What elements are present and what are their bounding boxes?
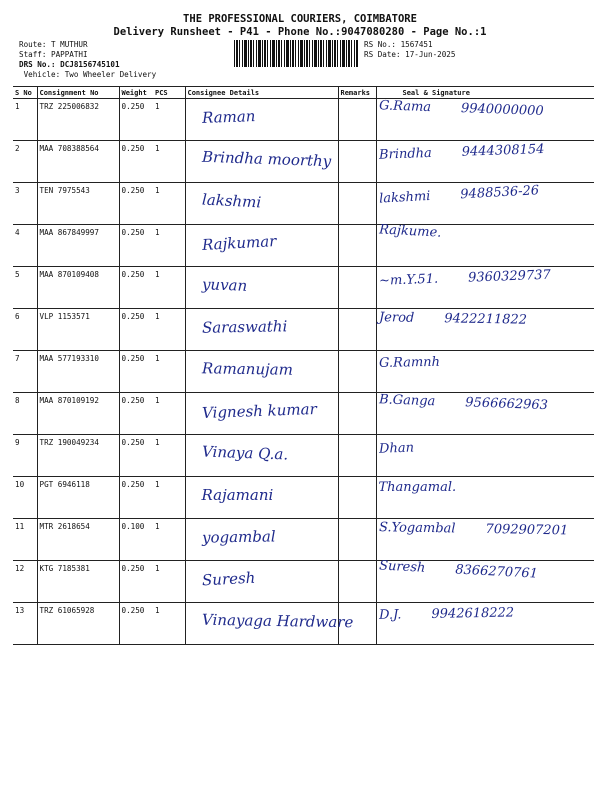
- row-signature: [376, 183, 594, 225]
- row-sno: 12: [13, 561, 37, 603]
- row-weight: 0.250: [119, 99, 153, 141]
- row-sno: 3: [13, 183, 37, 225]
- row-sno: 10: [13, 477, 37, 519]
- row-sno: 7: [13, 351, 37, 393]
- runsheet-subtitle: Delivery Runsheet - P41 - Phone No.:9047080280 - Page No.:1: [113, 26, 487, 38]
- signature-name: G.Rama: [378, 98, 431, 116]
- signature-phone: [443, 439, 444, 454]
- table-row: [13, 603, 594, 645]
- signature-name: S.Yogambal: [378, 520, 456, 537]
- signature-handwriting: [378, 604, 592, 623]
- row-pcs: 1: [153, 309, 185, 351]
- row-pcs: 1: [153, 351, 185, 393]
- row-sno: 11: [13, 519, 37, 561]
- row-weight: 0.250: [119, 309, 153, 351]
- row-remarks: [338, 393, 376, 435]
- col-header-signature: Seal & Signature: [376, 87, 594, 99]
- signature-handwriting: [378, 98, 592, 120]
- row-weight: 0.250: [119, 603, 153, 645]
- row-consignment-no: MAA 867849997: [37, 225, 119, 267]
- row-pcs: 1: [153, 561, 185, 603]
- col-header-weight: Weight: [119, 87, 153, 99]
- row-weight: 0.250: [119, 393, 153, 435]
- row-sno: 6: [13, 309, 37, 351]
- signature-name: G.Ramnh: [378, 354, 440, 371]
- row-consignee: [185, 309, 338, 351]
- signature-name: Jerod: [378, 310, 414, 326]
- signature-handwriting: [378, 180, 592, 206]
- table-row: [13, 561, 594, 603]
- row-pcs: 1: [153, 267, 185, 309]
- row-signature: [376, 267, 594, 309]
- col-header-sno: S No: [13, 87, 37, 99]
- row-weight: 0.250: [119, 267, 153, 309]
- row-sno: 5: [13, 267, 37, 309]
- row-pcs: 1: [153, 225, 185, 267]
- row-pcs: 1: [153, 519, 185, 561]
- row-weight: 0.250: [119, 183, 153, 225]
- row-remarks: [338, 519, 376, 561]
- signature-phone: 9566662963: [464, 395, 548, 414]
- row-consignment-no: MAA 870109408: [37, 267, 119, 309]
- row-consignment-no: MAA 708388564: [37, 141, 119, 183]
- consignee-handwriting: Suresh: [201, 568, 256, 590]
- signature-name: Rajkume.: [378, 222, 442, 241]
- row-pcs: 1: [153, 99, 185, 141]
- rs-no-line: RS No.: 1567451: [364, 40, 433, 49]
- signature-name: Suresh: [378, 558, 426, 576]
- col-header-pcs: PCS: [153, 87, 185, 99]
- col-header-consignment: Consignment No: [37, 87, 119, 99]
- row-weight: 0.100: [119, 519, 153, 561]
- row-pcs: 1: [153, 435, 185, 477]
- row-consignee: [185, 141, 338, 183]
- consignee-handwriting: Brindha moorthy: [201, 147, 332, 171]
- consignee-handwriting: Saraswathi: [201, 317, 287, 337]
- row-weight: 0.250: [119, 141, 153, 183]
- row-signature: [376, 603, 594, 645]
- row-weight: 0.250: [119, 561, 153, 603]
- route-line: Route: T MUTHUR: [19, 40, 88, 49]
- vehicle-line: Vehicle: Two Wheeler Delivery: [19, 70, 157, 79]
- row-remarks: [338, 141, 376, 183]
- row-sno: 2: [13, 141, 37, 183]
- signature-handwriting: [379, 480, 593, 495]
- table-body: [13, 99, 594, 645]
- row-consignee: [185, 519, 338, 561]
- row-consignee: [185, 183, 338, 225]
- signature-phone: 9422211822: [443, 311, 527, 328]
- row-consignee: [185, 99, 338, 141]
- signature-name: ~m.Y.51.: [378, 271, 438, 289]
- row-consignee: [185, 225, 338, 267]
- table-row: [13, 267, 594, 309]
- row-signature: [376, 477, 594, 519]
- row-consignment-no: TRZ 225006832: [37, 99, 119, 141]
- row-weight: 0.250: [119, 435, 153, 477]
- signature-handwriting: [378, 352, 592, 371]
- signature-name: Dhan: [378, 440, 414, 457]
- row-signature: [376, 435, 594, 477]
- row-remarks: [338, 435, 376, 477]
- consignee-handwriting: yuvan: [201, 275, 248, 295]
- row-sno: 13: [13, 603, 37, 645]
- table-row: [13, 141, 594, 183]
- row-consignment-no: PGT 6946118: [37, 477, 119, 519]
- consignee-handwriting: lakshmi: [201, 190, 262, 212]
- signature-handwriting: [378, 558, 592, 584]
- table-row: [13, 477, 594, 519]
- row-consignee: [185, 351, 338, 393]
- table-row: [13, 393, 594, 435]
- row-signature: [376, 309, 594, 351]
- runsheet-meta-left: [19, 40, 156, 80]
- signature-name: B.Ganga: [378, 392, 436, 410]
- row-remarks: [338, 309, 376, 351]
- row-consignment-no: VLP 1153571: [37, 309, 119, 351]
- row-signature: [376, 558, 594, 603]
- row-signature: [376, 99, 594, 141]
- row-signature: [376, 222, 594, 267]
- staff-line: Staff: PAPPATHI: [19, 50, 88, 59]
- row-sno: 9: [13, 435, 37, 477]
- row-signature: [376, 351, 594, 393]
- signature-phone: 9942618222: [430, 605, 514, 622]
- row-consignment-no: MAA 870109192: [37, 393, 119, 435]
- row-consignment-no: TRZ 61065928: [37, 603, 119, 645]
- signature-phone: 9360329737: [467, 267, 551, 286]
- row-remarks: [338, 183, 376, 225]
- consignee-handwriting: Vinaya Q.a.: [201, 442, 288, 464]
- row-consignment-no: KTG 7185381: [37, 561, 119, 603]
- row-remarks: [338, 477, 376, 519]
- table-row: [13, 225, 594, 267]
- signature-phone: 9940000000: [460, 101, 544, 120]
- row-signature: [376, 519, 594, 561]
- row-remarks: [338, 351, 376, 393]
- row-consignee: [185, 603, 353, 645]
- signature-name: Brindha: [378, 145, 432, 163]
- consignee-handwriting: Vinayaga Hardware: [201, 610, 353, 632]
- row-remarks: [338, 561, 376, 603]
- row-signature: [376, 393, 594, 435]
- row-pcs: 1: [153, 141, 185, 183]
- row-remarks: [338, 267, 376, 309]
- row-consignee: [185, 477, 338, 519]
- table-row: [13, 99, 594, 141]
- drs-barcode: [234, 40, 358, 67]
- row-pcs: 1: [153, 603, 185, 645]
- signature-name: Thangamal.: [378, 480, 457, 495]
- row-consignee: [185, 561, 338, 603]
- signature-name: D.J.: [378, 607, 402, 623]
- drs-line: DRS No.: DCJ8156745101: [19, 60, 120, 69]
- signature-handwriting: [378, 392, 592, 414]
- row-pcs: 1: [153, 393, 185, 435]
- row-consignment-no: MTR 2618654: [37, 519, 119, 561]
- signature-handwriting: [378, 266, 592, 288]
- row-consignment-no: TRZ 190049234: [37, 435, 119, 477]
- row-weight: 0.250: [119, 477, 153, 519]
- consignee-handwriting: Raman: [201, 107, 256, 127]
- rs-date-line: RS Date: 17-Jun-2025: [364, 50, 456, 59]
- row-sno: 4: [13, 225, 37, 267]
- runsheet-meta-right: [364, 40, 455, 60]
- signature-name: lakshmi: [378, 188, 431, 207]
- signature-phone: 9444308154: [461, 141, 545, 160]
- row-consignee: [185, 435, 338, 477]
- row-consignee: [185, 393, 338, 435]
- row-consignment-no: MAA 577193310: [37, 351, 119, 393]
- table-row: [13, 309, 594, 351]
- row-pcs: 1: [153, 183, 185, 225]
- row-remarks: [338, 225, 376, 267]
- signature-phone: 7092907201: [484, 521, 568, 539]
- consignee-handwriting: Vignesh kumar: [201, 400, 317, 422]
- table-row: [13, 351, 594, 393]
- company-title: THE PROFESSIONAL COURIERS, COIMBATORE: [183, 13, 417, 25]
- table-row: [13, 435, 594, 477]
- consignee-handwriting: Rajamani: [201, 486, 274, 504]
- runsheet-table: [13, 86, 594, 645]
- signature-handwriting: [378, 434, 592, 456]
- signature-handwriting: [378, 222, 592, 248]
- consignee-handwriting: Rajkumar: [201, 232, 277, 254]
- signature-phone: 9488536-26: [459, 183, 539, 203]
- col-header-consignee: Consignee Details: [185, 87, 338, 99]
- table-row: [13, 519, 594, 561]
- signature-handwriting: [378, 140, 592, 162]
- row-sno: 8: [13, 393, 37, 435]
- row-weight: 0.250: [119, 351, 153, 393]
- row-signature: [376, 141, 594, 183]
- row-weight: 0.250: [119, 225, 153, 267]
- signature-handwriting: [378, 520, 592, 539]
- col-header-remarks: Remarks: [338, 87, 376, 99]
- signature-phone: [470, 227, 471, 242]
- table-row: [13, 183, 594, 225]
- consignee-handwriting: Ramanujam: [201, 359, 293, 379]
- row-sno: 1: [13, 99, 37, 141]
- consignee-handwriting: yogambal: [201, 527, 276, 547]
- table-header-row: [13, 87, 594, 99]
- row-pcs: 1: [153, 477, 185, 519]
- signature-phone: 8366270761: [454, 562, 538, 582]
- row-consignee: [185, 267, 338, 309]
- row-consignment-no: TEN 7975543: [37, 183, 119, 225]
- row-remarks: [338, 99, 376, 141]
- signature-handwriting: [378, 310, 592, 329]
